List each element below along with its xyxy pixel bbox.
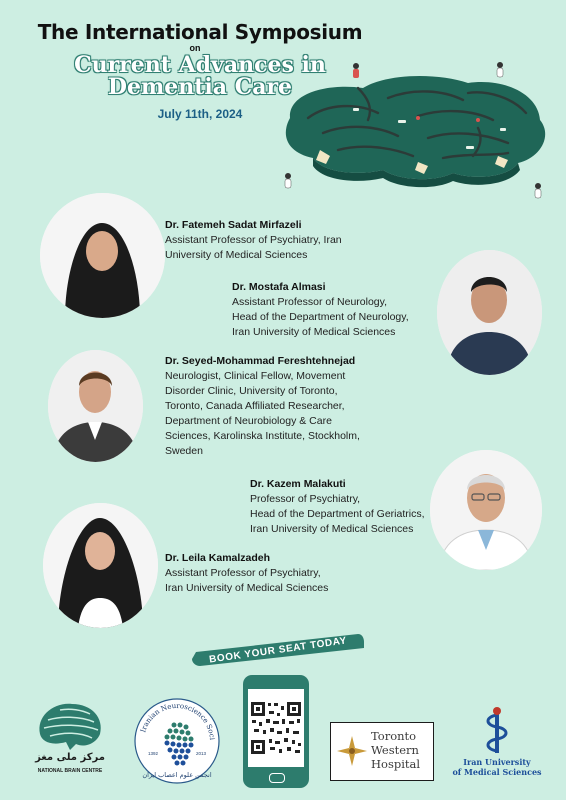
toronto-western-hospital-logo [330,722,434,781]
speaker-avatar-icon [430,450,542,570]
nbc-logo-text-fa: مرکز ملی مغز [35,752,105,763]
speaker-title: Department of Neurobiology & Care [165,415,332,427]
speaker-title: Disorder Clinic, University of Toronto, [165,385,338,397]
speaker-photo-fereshtehnejad [48,350,143,462]
event-date: July 11th, 2024 [157,107,243,121]
twh-logo-text [371,729,431,771]
nbc-logo-text-en: NATIONAL BRAIN CENTRE [37,768,103,774]
twh-line3: Hospital [371,757,421,771]
ins-year-right: 2013 [196,751,207,756]
neuroscience-society-seal-icon [132,695,222,787]
brain-logo-icon [30,698,110,750]
iums-line1: Iran University [463,757,531,767]
speaker-name: Dr. Kazem Malakuti [250,478,346,490]
speaker-title: University of Medical Sciences [165,249,308,261]
ins-year-left: 1392 [148,751,159,756]
speaker-photo-almasi [437,250,542,375]
speaker-title: Neurologist, Clinical Fellow, Movement [165,370,346,382]
speaker-name: Dr. Seyed-Mohammad Fereshtehnejad [165,355,356,367]
speaker-title: Sciences, Karolinska Institute, Stockholm, [165,430,360,442]
speaker-title: Iran University of Medical Sciences [232,326,396,338]
iums-emblem-icon [477,705,517,755]
national-brain-centre-logo [30,698,110,788]
speaker-avatar-icon [43,503,158,628]
speaker-avatar-icon [48,350,143,462]
speaker-mirfazeli [165,218,342,263]
speaker-photo-kamalzadeh [43,503,158,628]
event-subtitle-line1: Current Advances in [74,52,326,78]
speaker-name: Dr. Mostafa Almasi [232,281,326,293]
speaker-title: Sweden [165,445,203,457]
iran-university-medical-sciences-logo [452,705,542,787]
event-title-connector: on [189,43,201,53]
speaker-kamalzadeh [165,551,328,596]
phone-home-button [269,773,285,783]
twh-line2: Western [371,743,419,757]
speaker-almasi [232,280,409,340]
speaker-title: Head of the Department of Geriatrics, [250,508,425,520]
qr-phone-graphic [243,675,309,788]
qr-code [248,689,304,767]
speaker-title: Head of the Department of Neurology, [232,311,409,323]
book-seat-label: BOOK YOUR SEAT TODAY [208,634,348,666]
iums-line2: of Medical Sciences [452,767,542,777]
twh-line1: Toronto [371,729,417,743]
brain-maze-illustration [268,58,566,218]
speaker-title: Assistant Professor of Psychiatry, Iran [165,234,342,246]
qr-code-icon [248,689,304,767]
speaker-title: Toronto, Canada Affiliated Researcher, [165,400,345,412]
iranian-neuroscience-society-logo [132,695,222,787]
speaker-title: Assistant Professor of Psychiatry, [165,567,321,579]
twh-emblem-icon [335,734,369,768]
event-subtitle-line2: Dementia Care [107,74,293,100]
ins-logo-text-fa: انجمن علوم اعصاب ایران [142,771,212,779]
book-seat-button[interactable] [192,630,364,670]
speaker-avatar-icon [40,193,165,318]
speaker-fereshtehnejad [165,354,360,459]
speaker-malakuti [250,477,425,537]
speaker-title: Iran University of Medical Sciences [165,582,329,594]
speaker-photo-malakuti [430,450,542,570]
iums-logo-text [452,757,542,777]
speaker-title: Iran University of Medical Sciences [250,523,414,535]
speaker-title: Professor of Psychiatry, [250,493,361,505]
ins-arc-text: Iranian Neuroscience Soci [139,701,216,741]
event-title: The International Symposium [37,20,363,44]
speaker-photo-mirfazeli [40,193,165,318]
speaker-name: Dr. Leila Kamalzadeh [165,552,271,564]
speaker-title: Assistant Professor of Neurology, [232,296,388,308]
speaker-avatar-icon [437,250,542,375]
speaker-name: Dr. Fatemeh Sadat Mirfazeli [165,219,302,231]
